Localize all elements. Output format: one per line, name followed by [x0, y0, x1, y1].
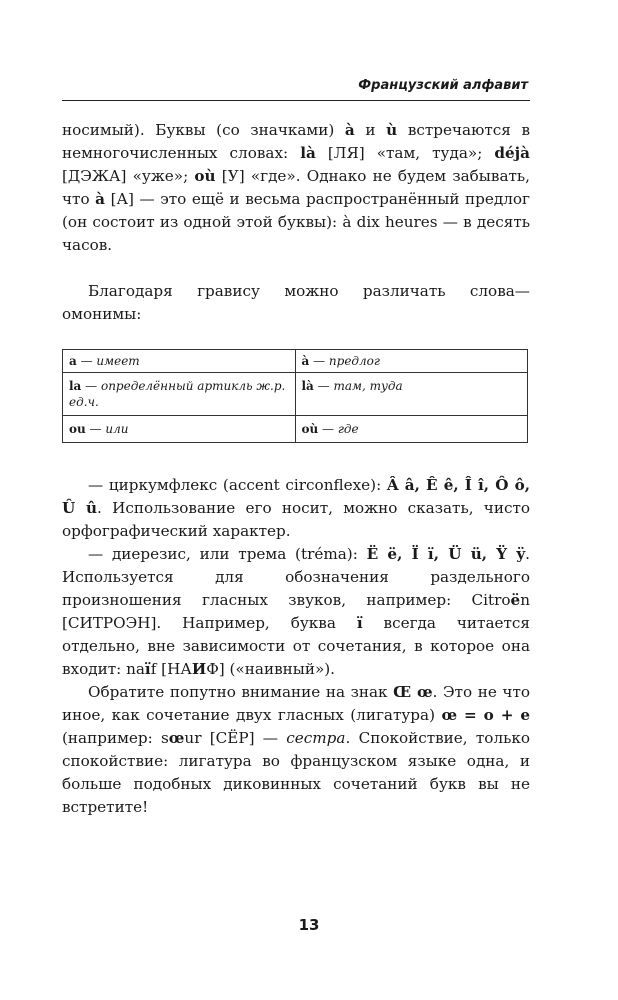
homonyms-table	[62, 349, 528, 443]
paragraph-grave-words: носимый). Буквы (со значками) à и ù встречаются в немногочисленных словах: là [ЛЯ] «там, туда»; déjà [ДЭЖА] «уже»; où [У] «где». Однако не будем забывать, что à [А] — это ещё и весьма распространённый предлог (он состоит из одной этой буквы): à dix heures — в десять часов.	[62, 121, 530, 254]
paragraph-ligature: Обратите попутно внимание на знак Œ œ. Это не что иное, как сочетание двух гласных (лигатура) œ = o + e (например: sœur [СЁР] — сестра. Спокойствие, только спокойствие: лигатура во французском языке одна, и больше подобных диковинных сочетаний букв вы не встретите!	[62, 683, 530, 816]
text-block-top	[62, 119, 530, 326]
paragraph-homonyms-intro: Благодаря гравису можно различать слова—омонимы:	[62, 282, 530, 323]
table-cell: ou — или	[63, 416, 296, 443]
running-header-title: Французский алфавит	[358, 78, 528, 93]
table-cell: a — имеет	[63, 350, 296, 373]
table-cell: là — там, туда	[295, 373, 528, 416]
paragraph-trema: — диерезис, или трема (tréma): Ë ë, Ï ï, Ü ü, Ÿ ÿ. Используется для обозначения раздельного произношения гласных звуков, например: Citroën [СИТРОЭН]. Например, буква ï всегда читается отдельно, вне зависимости от сочетания, в которое она входит: naïf [НАИФ] («наивный»).	[62, 545, 530, 678]
table-row	[63, 373, 528, 416]
page-number: 13	[298, 916, 320, 934]
paragraph-circumflex: — циркумфлекс (accent circonflexe): Â â, Ê ê, Î î, Ô ô, Û û. Использование его носит, можно сказать, чисто орфографический характер.	[62, 476, 530, 540]
table-cell: la — определённый артикль ж.р. ед.ч.	[63, 373, 296, 416]
table-row	[63, 350, 528, 373]
table-cell: où — где	[295, 416, 528, 443]
table-cell: à — предлог	[295, 350, 528, 373]
text-block-bottom	[62, 474, 530, 819]
table-row	[63, 416, 528, 443]
running-header	[62, 70, 530, 101]
